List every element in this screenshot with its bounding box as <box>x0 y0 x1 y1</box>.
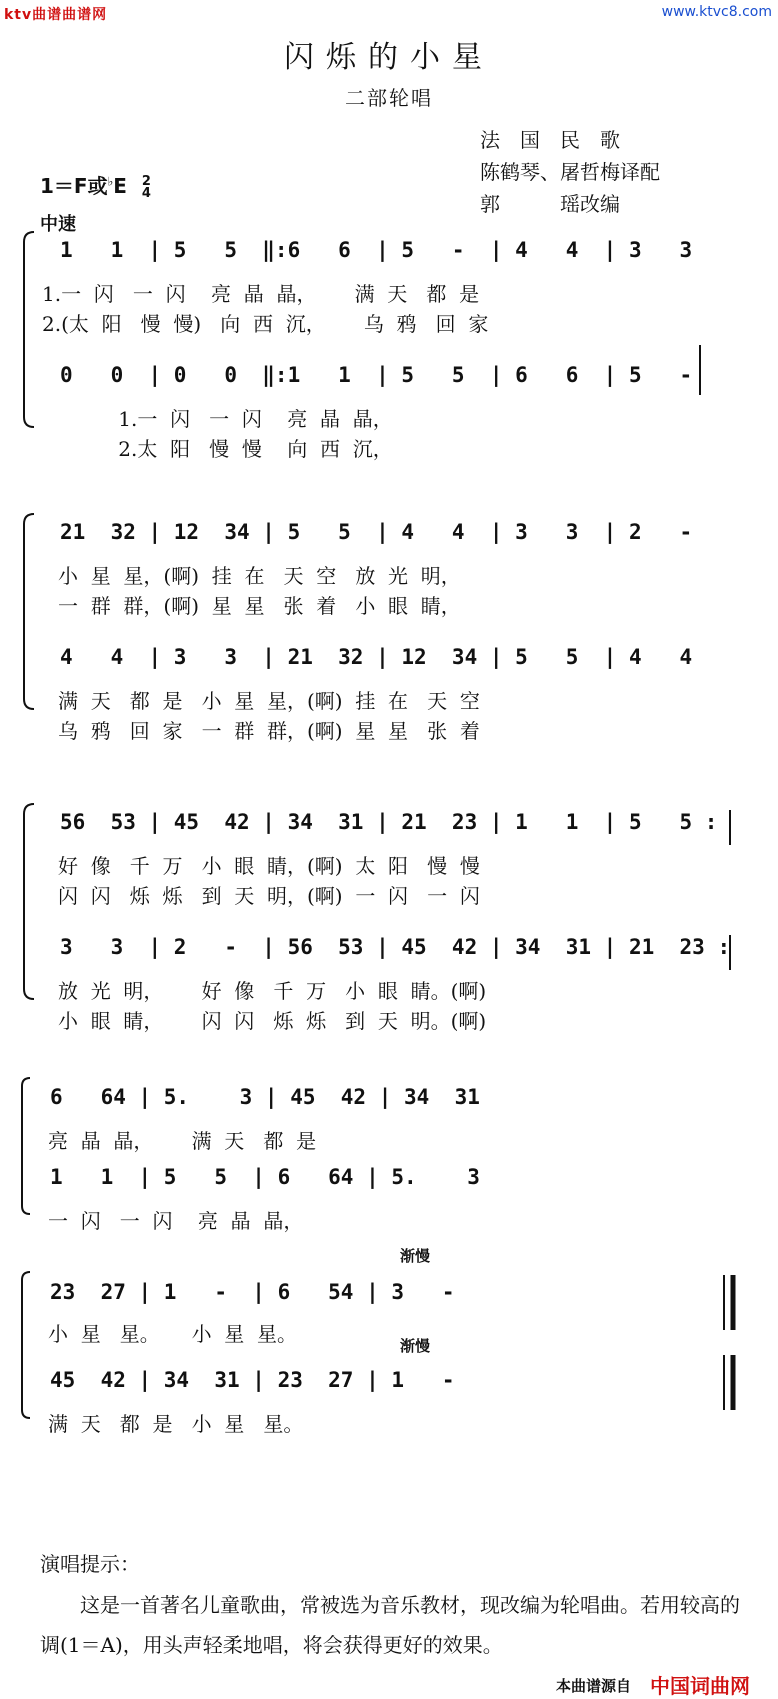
upper-notes: 6 64 | 5. 3 | 45 42 | 34 31 <box>50 1085 480 1109</box>
upper-lyrics-verse2: 闪 闪 烁 烁 到 天 明，(啊) 一 闪 一 闪 <box>58 884 480 908</box>
key-suffix: E <box>113 174 127 198</box>
credit-origin: 法 国 民 歌 <box>480 128 620 152</box>
source-label: 本曲谱源自 <box>556 1677 632 1695</box>
ritardando-mark-upper: 渐慢 <box>400 1247 431 1265</box>
upper-notes: 23 27 | 1 - | 6 54 | 3 - <box>50 1280 455 1304</box>
song-title: 闪烁的小星 <box>284 40 494 75</box>
credit-arranger: 郭 瑶改编 <box>480 192 620 216</box>
upper-lyrics-verse2: 一 群 群，(啊) 星 星 张 着 小 眼 睛， <box>58 594 461 618</box>
upper-lyrics-verse2: 2.(太 阳 慢 慢) 向 西 沉， 乌 鸦 回 家 <box>42 312 489 336</box>
key-prefix: 1＝F或 <box>40 174 108 198</box>
lower-lyrics-verse2: 乌 鸦 回 家 一 群 群，(啊) 星 星 张 着 <box>58 719 480 743</box>
lower-lyrics: 满 天 都 是 小 星 星。 <box>48 1412 304 1436</box>
system-2-bracket <box>24 514 34 709</box>
upper-lyrics-verse1: 小 星 星，(啊) 挂 在 天 空 放 光 明， <box>58 564 461 588</box>
lower-notes: 4 4 | 3 3 | 21 32 | 12 34 | 5 5 | 4 4 <box>60 645 693 669</box>
lower-lyrics-verse1: 1.一 闪 一 闪 亮 晶 晶， <box>42 407 393 431</box>
upper-lyrics: 小 星 星。 小 星 星。 <box>48 1322 298 1346</box>
upper-notes: 1 1 | 5 5 ‖:6 6 | 5 - | 4 4 | 3 3 <box>60 238 693 262</box>
lower-notes: 45 42 | 34 31 | 23 27 | 1 - <box>50 1368 455 1392</box>
performance-tips-heading: 演唱提示： <box>40 1552 140 1576</box>
lower-notes: 1 1 | 5 5 | 6 64 | 5. 3 <box>50 1165 480 1189</box>
upper-lyrics-verse1: 好 像 千 万 小 眼 睛，(啊) 太 阳 慢 慢 <box>58 854 480 878</box>
lower-lyrics-verse1: 满 天 都 是 小 星 星，(啊) 挂 在 天 空 <box>58 689 480 713</box>
system-4-bracket <box>22 1078 30 1214</box>
lower-lyrics: 一 闪 一 闪 亮 晶 晶， <box>48 1209 304 1233</box>
credit-translators: 陈鹤琴、屠哲梅译配 <box>480 160 660 184</box>
lower-notes: 3 3 | 2 - | 56 53 | 45 42 | 34 31 | 21 23 : <box>60 935 731 959</box>
performance-tips-body: 这是一首著名儿童歌曲，常被选为音乐教材，现改编为轮唱曲。若用较高的调(1＝A)，用头声轻柔地唱，将会获得更好的效果。 <box>40 1593 740 1657</box>
lower-lyrics-verse1: 放 光 明， 好 像 千 万 小 眼 睛。(啊) <box>58 979 487 1003</box>
watermark-left: ktv曲谱曲谱网 <box>4 7 108 23</box>
upper-lyrics-verse1: 1.一 闪 一 闪 亮 晶 晶， 满 天 都 是 <box>42 282 480 306</box>
system-3-bracket <box>24 804 34 999</box>
upper-notes: 56 53 | 45 42 | 34 31 | 21 23 | 1 1 | 5 5 : <box>60 810 718 834</box>
watermark-right: www.ktvc8.com <box>661 4 772 20</box>
song-subtitle: 二部轮唱 <box>345 86 433 110</box>
tempo-marking: 中速 <box>40 214 76 235</box>
upper-lyrics: 亮 晶 晶， 满 天 都 是 <box>48 1129 317 1153</box>
system-5-bracket <box>22 1272 30 1418</box>
source-site-link[interactable]: 中国词曲网 <box>650 1674 750 1698</box>
lower-lyrics-verse2: 小 眼 睛， 闪 闪 烁 烁 到 天 明。(啊) <box>58 1009 487 1033</box>
ritardando-mark-lower: 渐慢 <box>400 1337 431 1355</box>
flat-sign: ♭ <box>107 174 114 189</box>
lower-notes: 0 0 | 0 0 ‖:1 1 | 5 5 | 6 6 | 5 - <box>60 363 693 387</box>
system-1-bracket <box>24 232 34 427</box>
lower-lyrics-verse2: 2.太 阳 慢 慢 向 西 沉， <box>42 437 393 461</box>
time-numerator: 2 <box>141 173 151 189</box>
time-denominator: 4 <box>141 185 151 201</box>
upper-notes: 21 32 | 12 34 | 5 5 | 4 4 | 3 3 | 2 - <box>60 520 693 544</box>
